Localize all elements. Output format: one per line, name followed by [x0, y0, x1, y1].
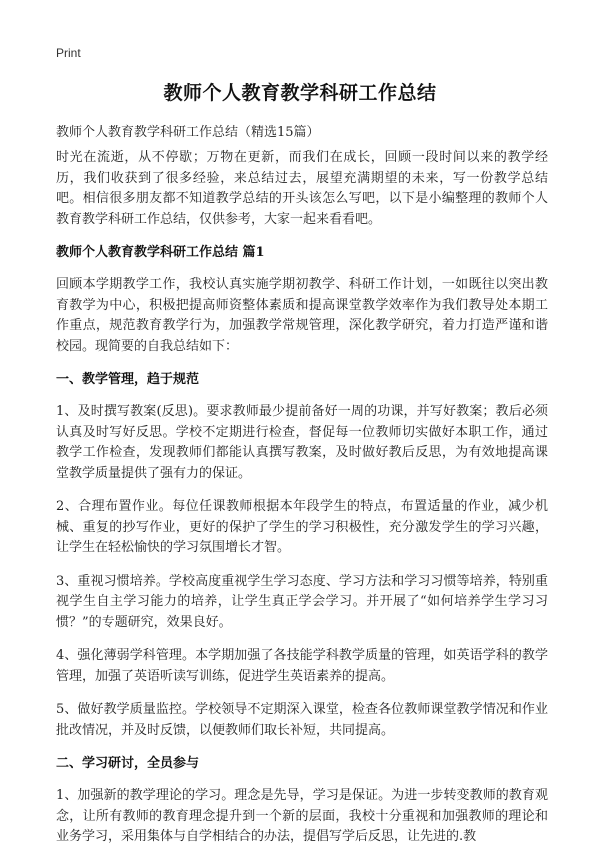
part1-item: 5、做好教学质量监控。学校领导不定期深入课堂，检查各位教师课堂教学情况和作业批改情况，并及时反馈，以便教师们取长补短，共同提高。 [56, 702, 548, 738]
part1-item: 3、重视习惯培养。学校高度重视学生学习态度、学习方法和学习习惯等培养，特别重视学生自主学习能力的培养，让学生真正学会学习。并开展了“如何培养学生学习习惯？”的专题研究，效果良好。 [56, 573, 548, 630]
part1-item: 1、及时撰写教案(反思)。要求教师最少提前备好一周的功课，并写好教案；教后必须认真及时写好反思。学校不定期进行检查，督促每一位教师切实做好本职工作，通过教学工作检查，发现教师们都能认真撰写教案，及时做好教后反思，为有效地提高课堂教学质量提供了强有力的保证。 [56, 404, 548, 481]
part2-heading: 二、学习研讨，全员参与 [56, 756, 200, 771]
section-heading: 教师个人教育教学科研工作总结 篇1 [56, 245, 265, 260]
part1-item: 4、强化薄弱学科管理。本学期加强了各技能学科教学质量的管理，如英语学科的教学管理，加强了英语听读写训练，促进学生英语素养的提高。 [56, 648, 548, 684]
document-subtitle: 教师个人教育教学科研工作总结（精选15篇） [56, 125, 320, 140]
part1-heading: 一、教学管理，趋于规范 [56, 372, 200, 387]
print-link[interactable]: Print [56, 46, 81, 60]
document-body [56, 148, 548, 861]
page-title: 教师个人教育教学科研工作总结 [163, 82, 437, 104]
section-intro-paragraph: 回顾本学期教学工作，我校认真实施学期初教学、科研工作计划，一如既往以突出教育教学为中心，积极把提高师资整体素质和提高课堂教学效率作为我们教导处本期工作重点，规范教育教学行为，加强教学常规管理，深化教学研究，着力打造严谨和谐校园。现简要的自我总结如下： [56, 277, 548, 354]
part2-item: 1、加强新的教学理论的学习。理念是先导，学习是保证。为进一步转变教师的教育观念，让所有教师的教育理念提升到一个新的层面，我校十分重视和加强教师的理论和业务学习，采用集体与自学相结合的办法，提倡写学后反思，让先进的.教 [56, 788, 548, 844]
part1-item: 2、合理布置作业。每位任课教师根据本年段学生的特点，布置适量的作业，减少机械、重复的抄写作业，更好的保护了学生的学习积极性，充分激发学生的学习兴趣，让学生在轻松愉快的学习氛围增长才智。 [56, 499, 548, 555]
intro-paragraph: 时光在流逝，从不停歇；万物在更新，而我们在成长，回顾一段时间以来的教学经历，我们收获到了很多经验，来总结过去，展望充满期望的未来，写一份教学总结吧。相信很多朋友都不知道教学总结的开头该怎么写吧，以下是小编整理的教师个人教育教学科研工作总结，仅供参考，大家一起来看看吧。 [56, 150, 548, 227]
